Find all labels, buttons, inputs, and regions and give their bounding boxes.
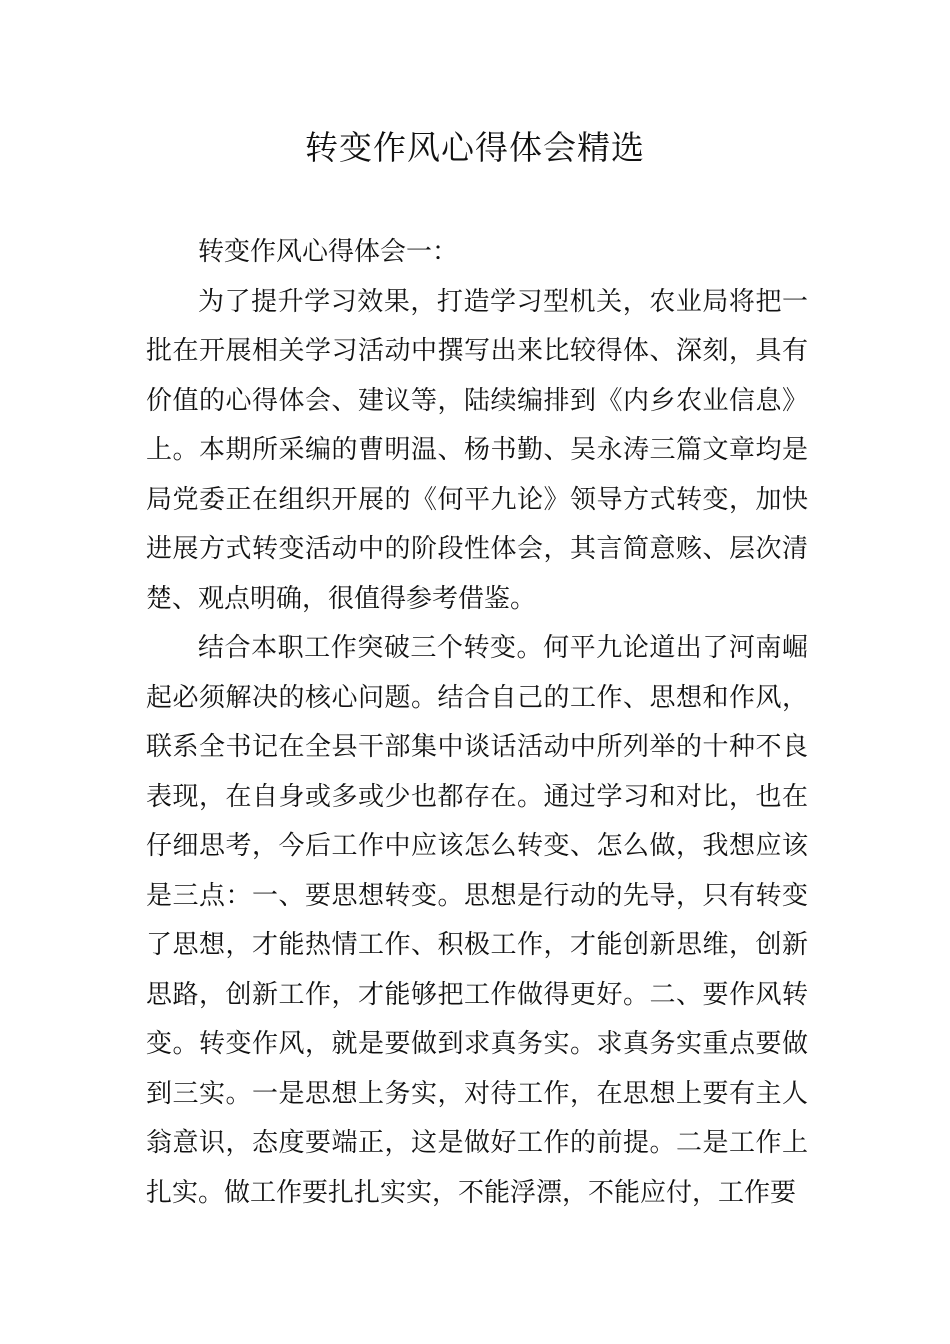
paragraph: 结合本职工作突破三个转变。何平九论道出了河南崛起必须解决的核心问题。结合自己的工作、思想和作风，联系全书记在全县干部集中谈话活动中所列举的十种不良表现，在自身或多或少也都存在。通过学习和对比，也在仔细思考，今后工作中应该怎么转变、怎么做，我想应该是三点：一、要思想转变。思想是行动的先导，只有转变了思想，才能热情工作、积极工作，才能创新思维，创新思路，创新工作，才能够把工作做得更好。二、要作风转变。转变作风，就是要做到求真务实。求真务实重点要做到三实。一是思想上务实，对待工作，在思想上要有主人翁意识，态度要端正，这是做好工作的前提。二是工作上扎实。做工作要扎扎实实，不能浮漂，不能应付，工作要	[146, 633, 808, 1208]
document-body	[146, 228, 808, 1218]
paragraph: 为了提升学习效果，打造学习型机关，农业局将把一批在开展相关学习活动中撰写出来比较得体、深刻，具有价值的心得体会、建议等，陆续编排到《内乡农业信息》上。本期所采编的曹明温、杨书勤、吴永涛三篇文章均是局党委正在组织开展的《何平九论》领导方式转变，加快进展方式转变活动中的阶段性体会，其言简意赅、层次清楚、观点明确，很值得参考借鉴。	[146, 286, 808, 614]
paragraph-heading: 转变作风心得体会一：	[198, 237, 459, 267]
document-title: 转变作风心得体会精选	[305, 128, 645, 167]
